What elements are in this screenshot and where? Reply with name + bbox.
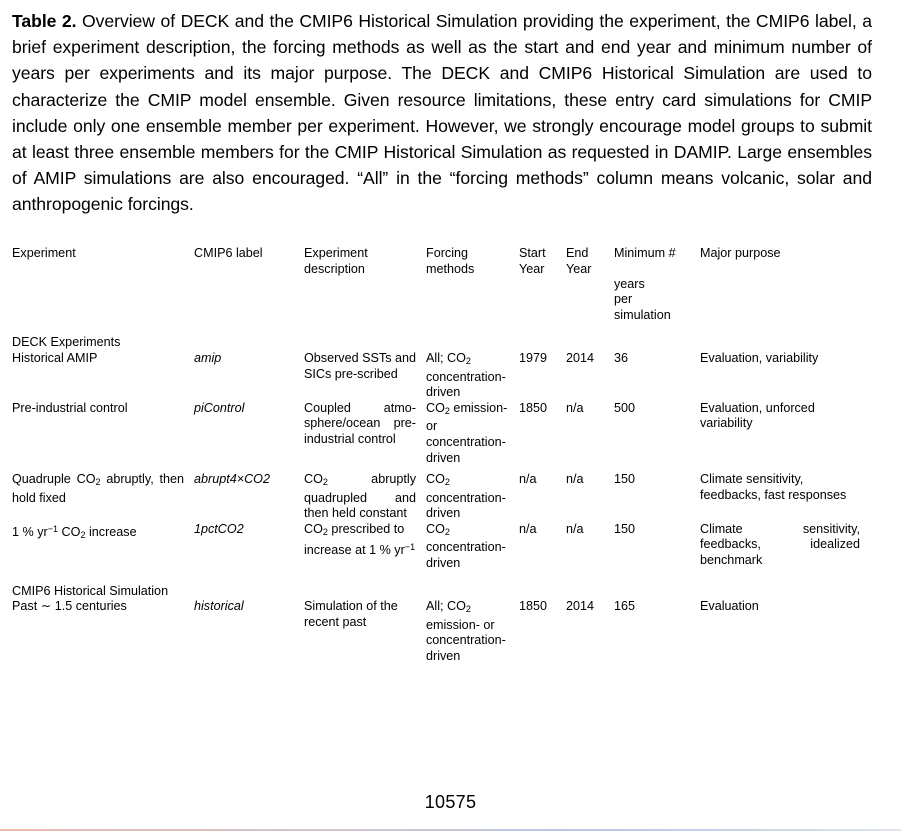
start-year: 1850 bbox=[519, 599, 548, 614]
experiment-name: Past ∼ 1.5 centuries bbox=[12, 599, 127, 614]
forcing-subscript: 2 bbox=[444, 526, 450, 537]
header-label-minimum-line2: years bbox=[614, 276, 645, 291]
experiment-description bbox=[304, 522, 426, 559]
forcing-suffix: concentration-driven bbox=[426, 490, 506, 521]
end-year: n/a bbox=[566, 472, 584, 487]
experiment-middle: CO bbox=[58, 524, 81, 539]
deck-cmip6-table bbox=[12, 246, 870, 677]
header-cell-minimum-years bbox=[614, 246, 700, 323]
cell-experiment bbox=[12, 401, 194, 466]
row-spacer bbox=[12, 572, 870, 584]
cell-minimum-years bbox=[614, 401, 700, 466]
cell-experiment-description bbox=[304, 401, 426, 466]
forcing-prefix: CO bbox=[426, 472, 445, 487]
page-number: 10575 bbox=[424, 792, 477, 812]
table-bottom-spacer bbox=[12, 665, 870, 677]
start-year: n/a bbox=[519, 472, 537, 487]
header-label-end-year: End Year bbox=[566, 246, 592, 276]
cell-cmip6-label bbox=[194, 351, 304, 401]
forcing-suffix: concentration-driven bbox=[426, 540, 506, 571]
section-header-row-deck bbox=[12, 335, 870, 351]
cell-start-year bbox=[519, 522, 566, 572]
cell-experiment bbox=[12, 522, 194, 572]
experiment-prefix: Quadruple CO bbox=[12, 472, 96, 487]
minimum-years: 500 bbox=[614, 400, 636, 415]
experiment-description bbox=[304, 472, 426, 522]
cell-end-year bbox=[566, 351, 614, 401]
header-cell-forcing-methods bbox=[426, 246, 519, 323]
experiment-description: Coupled atmo-sphere/ocean pre-industrial control bbox=[304, 400, 416, 446]
cell-experiment bbox=[12, 351, 194, 401]
forcing-methods bbox=[426, 472, 519, 522]
minimum-years: 165 bbox=[614, 599, 636, 614]
table-row bbox=[12, 599, 870, 664]
table-header-row bbox=[12, 246, 870, 323]
cell-major-purpose bbox=[700, 351, 870, 401]
cell-experiment-description bbox=[304, 599, 426, 664]
major-purpose: Evaluation, unforced variability bbox=[700, 400, 815, 431]
forcing-suffix: emission- or concentration-driven bbox=[426, 400, 508, 465]
forcing-subscript: 2 bbox=[444, 405, 450, 416]
description-subscript: 2 bbox=[322, 477, 328, 488]
experiment-name: Pre-industrial control bbox=[12, 400, 128, 415]
cell-cmip6-label bbox=[194, 599, 304, 664]
cell-major-purpose bbox=[700, 599, 870, 664]
header-cell-experiment bbox=[12, 246, 194, 323]
cell-major-purpose bbox=[700, 472, 870, 522]
header-bottom-spacer bbox=[12, 323, 870, 335]
forcing-subscript: 2 bbox=[465, 355, 471, 366]
cmip6-label: piControl bbox=[194, 400, 245, 415]
cell-experiment bbox=[12, 599, 194, 664]
header-cell-cmip6-label bbox=[194, 246, 304, 323]
cell-forcing-methods bbox=[426, 351, 519, 401]
start-year: n/a bbox=[519, 521, 537, 536]
header-label-minimum-line4: simulation bbox=[614, 307, 671, 322]
experiment-description: Simulation of the recent past bbox=[304, 599, 398, 629]
cell-experiment-description bbox=[304, 522, 426, 572]
table-caption bbox=[12, 8, 872, 218]
forcing-methods bbox=[426, 599, 519, 664]
header-label-major-purpose: Major purpose bbox=[700, 246, 781, 260]
experiment-name bbox=[12, 472, 194, 506]
cell-experiment-description bbox=[304, 351, 426, 401]
header-cell-start-year bbox=[519, 246, 566, 323]
forcing-suffix: concentration-driven bbox=[426, 369, 506, 400]
cell-end-year bbox=[566, 472, 614, 522]
section-title-historical: CMIP6 Historical Simulation bbox=[12, 583, 169, 598]
cell-forcing-methods bbox=[426, 472, 519, 522]
end-year: 2014 bbox=[566, 599, 595, 614]
cell-major-purpose bbox=[700, 401, 870, 466]
header-cell-experiment-description bbox=[304, 246, 426, 323]
cell-experiment bbox=[12, 472, 194, 522]
experiment-superscript: −1 bbox=[47, 523, 59, 534]
cell-cmip6-label bbox=[194, 522, 304, 572]
cell-minimum-years bbox=[614, 522, 700, 572]
experiment-description: Observed SSTs and SICs pre-scribed bbox=[304, 350, 417, 381]
cell-cmip6-label bbox=[194, 472, 304, 522]
forcing-methods bbox=[426, 351, 519, 401]
table-row bbox=[12, 472, 870, 522]
cmip6-label: amip bbox=[194, 350, 222, 365]
forcing-prefix: CO bbox=[426, 400, 445, 415]
cell-start-year bbox=[519, 599, 566, 664]
header-label-minimum-line1: Minimum # bbox=[614, 246, 676, 260]
forcing-methods bbox=[426, 401, 519, 466]
description-middle: prescribed to increase at 1 % yr bbox=[304, 521, 405, 558]
cell-minimum-years bbox=[614, 599, 700, 664]
forcing-subscript: 2 bbox=[444, 477, 450, 488]
header-label-minimum-line3: per bbox=[614, 292, 633, 307]
forcing-suffix: emission- or concentration-driven bbox=[426, 617, 506, 663]
description-prefix: CO bbox=[304, 472, 323, 487]
table-row bbox=[12, 401, 870, 466]
cell-forcing-methods bbox=[426, 599, 519, 664]
major-purpose: Climate sensitivity, feedbacks, fast responses bbox=[700, 472, 847, 502]
cell-cmip6-label bbox=[194, 401, 304, 466]
cmip6-label: 1pctCO2 bbox=[194, 521, 244, 536]
cell-end-year bbox=[566, 522, 614, 572]
cell-forcing-methods bbox=[426, 401, 519, 466]
major-purpose: Climate sensitivity, feedbacks, idealized benchmark bbox=[700, 521, 860, 568]
minimum-years: 150 bbox=[614, 521, 636, 536]
table-caption-label: Table 2. bbox=[12, 11, 77, 31]
minimum-years: 150 bbox=[614, 472, 636, 487]
experiment-name: Historical AMIP bbox=[12, 350, 98, 365]
start-year: 1979 bbox=[519, 350, 548, 365]
cell-minimum-years bbox=[614, 472, 700, 522]
forcing-subscript: 2 bbox=[465, 604, 471, 615]
cell-forcing-methods bbox=[426, 522, 519, 572]
forcing-prefix: All; CO bbox=[426, 350, 466, 365]
experiment-subscript: 2 bbox=[80, 529, 86, 540]
cell-major-purpose bbox=[700, 522, 870, 572]
forcing-prefix: CO bbox=[426, 521, 445, 536]
section-header-row-historical bbox=[12, 584, 870, 600]
table-caption-text: Overview of DECK and the CMIP6 Historical Simulation providing the experiment, the CMIP6 label, a brief experiment description, the forcing methods as well as the start and end year and minimum number of years per experiments and its major purpose. The DECK and CMIP6 Historical Simulation are used to characterize the CMIP model ensemble. Given resource limitations, these entry card simulations for CMIP include only one ensemble member per experiment. However, we strongly encourage model groups to submit at least three ensemble members for the CMIP Historical Simulation as requested in DAMIP. Large ensembles of AMIP simulations are also encouraged. “All” in the “forcing methods” column means volcanic, solar and anthropogenic forcings. bbox=[12, 11, 872, 215]
header-label-experiment: Experiment bbox=[12, 246, 76, 260]
cell-end-year bbox=[566, 599, 614, 664]
experiment-subscript: 2 bbox=[95, 477, 101, 488]
header-cell-major-purpose bbox=[700, 246, 870, 323]
major-purpose: Evaluation, variability bbox=[700, 350, 819, 365]
experiment-prefix: 1 % yr bbox=[12, 524, 48, 539]
description-prefix: CO bbox=[304, 521, 323, 536]
start-year: 1850 bbox=[519, 400, 548, 415]
cell-start-year bbox=[519, 351, 566, 401]
cell-start-year bbox=[519, 472, 566, 522]
section-title-deck: DECK Experiments bbox=[12, 335, 121, 350]
cell-experiment-description bbox=[304, 472, 426, 522]
major-purpose: Evaluation bbox=[700, 599, 759, 614]
header-label-experiment-description: Experiment description bbox=[304, 246, 368, 276]
header-label-forcing-methods: Forcing methods bbox=[426, 246, 475, 276]
forcing-prefix: All; CO bbox=[426, 599, 466, 614]
cell-start-year bbox=[519, 401, 566, 466]
minimum-years: 36 bbox=[614, 350, 629, 365]
description-superscript: −1 bbox=[404, 542, 416, 553]
cell-end-year bbox=[566, 401, 614, 466]
end-year: n/a bbox=[566, 521, 584, 536]
forcing-methods bbox=[426, 522, 519, 572]
cmip6-label: abrupt4×CO2 bbox=[194, 472, 270, 487]
experiment-name bbox=[12, 522, 194, 543]
header-label-start-year: Start Year bbox=[519, 246, 546, 276]
end-year: 2014 bbox=[566, 350, 595, 365]
header-label-cmip6-label: CMIP6 label bbox=[194, 246, 263, 260]
table-row bbox=[12, 351, 870, 401]
end-year: n/a bbox=[566, 400, 584, 415]
cmip6-label: historical bbox=[194, 599, 244, 614]
header-cell-end-year bbox=[566, 246, 614, 323]
description-subscript: 2 bbox=[322, 526, 328, 537]
cell-minimum-years bbox=[614, 351, 700, 401]
table-row bbox=[12, 522, 870, 572]
table-container bbox=[12, 246, 870, 677]
description-suffix: abruptly quadrupled and then held constant bbox=[304, 472, 416, 521]
experiment-suffix: abruptly, then hold fixed bbox=[12, 472, 184, 505]
experiment-suffix: increase bbox=[85, 524, 137, 539]
